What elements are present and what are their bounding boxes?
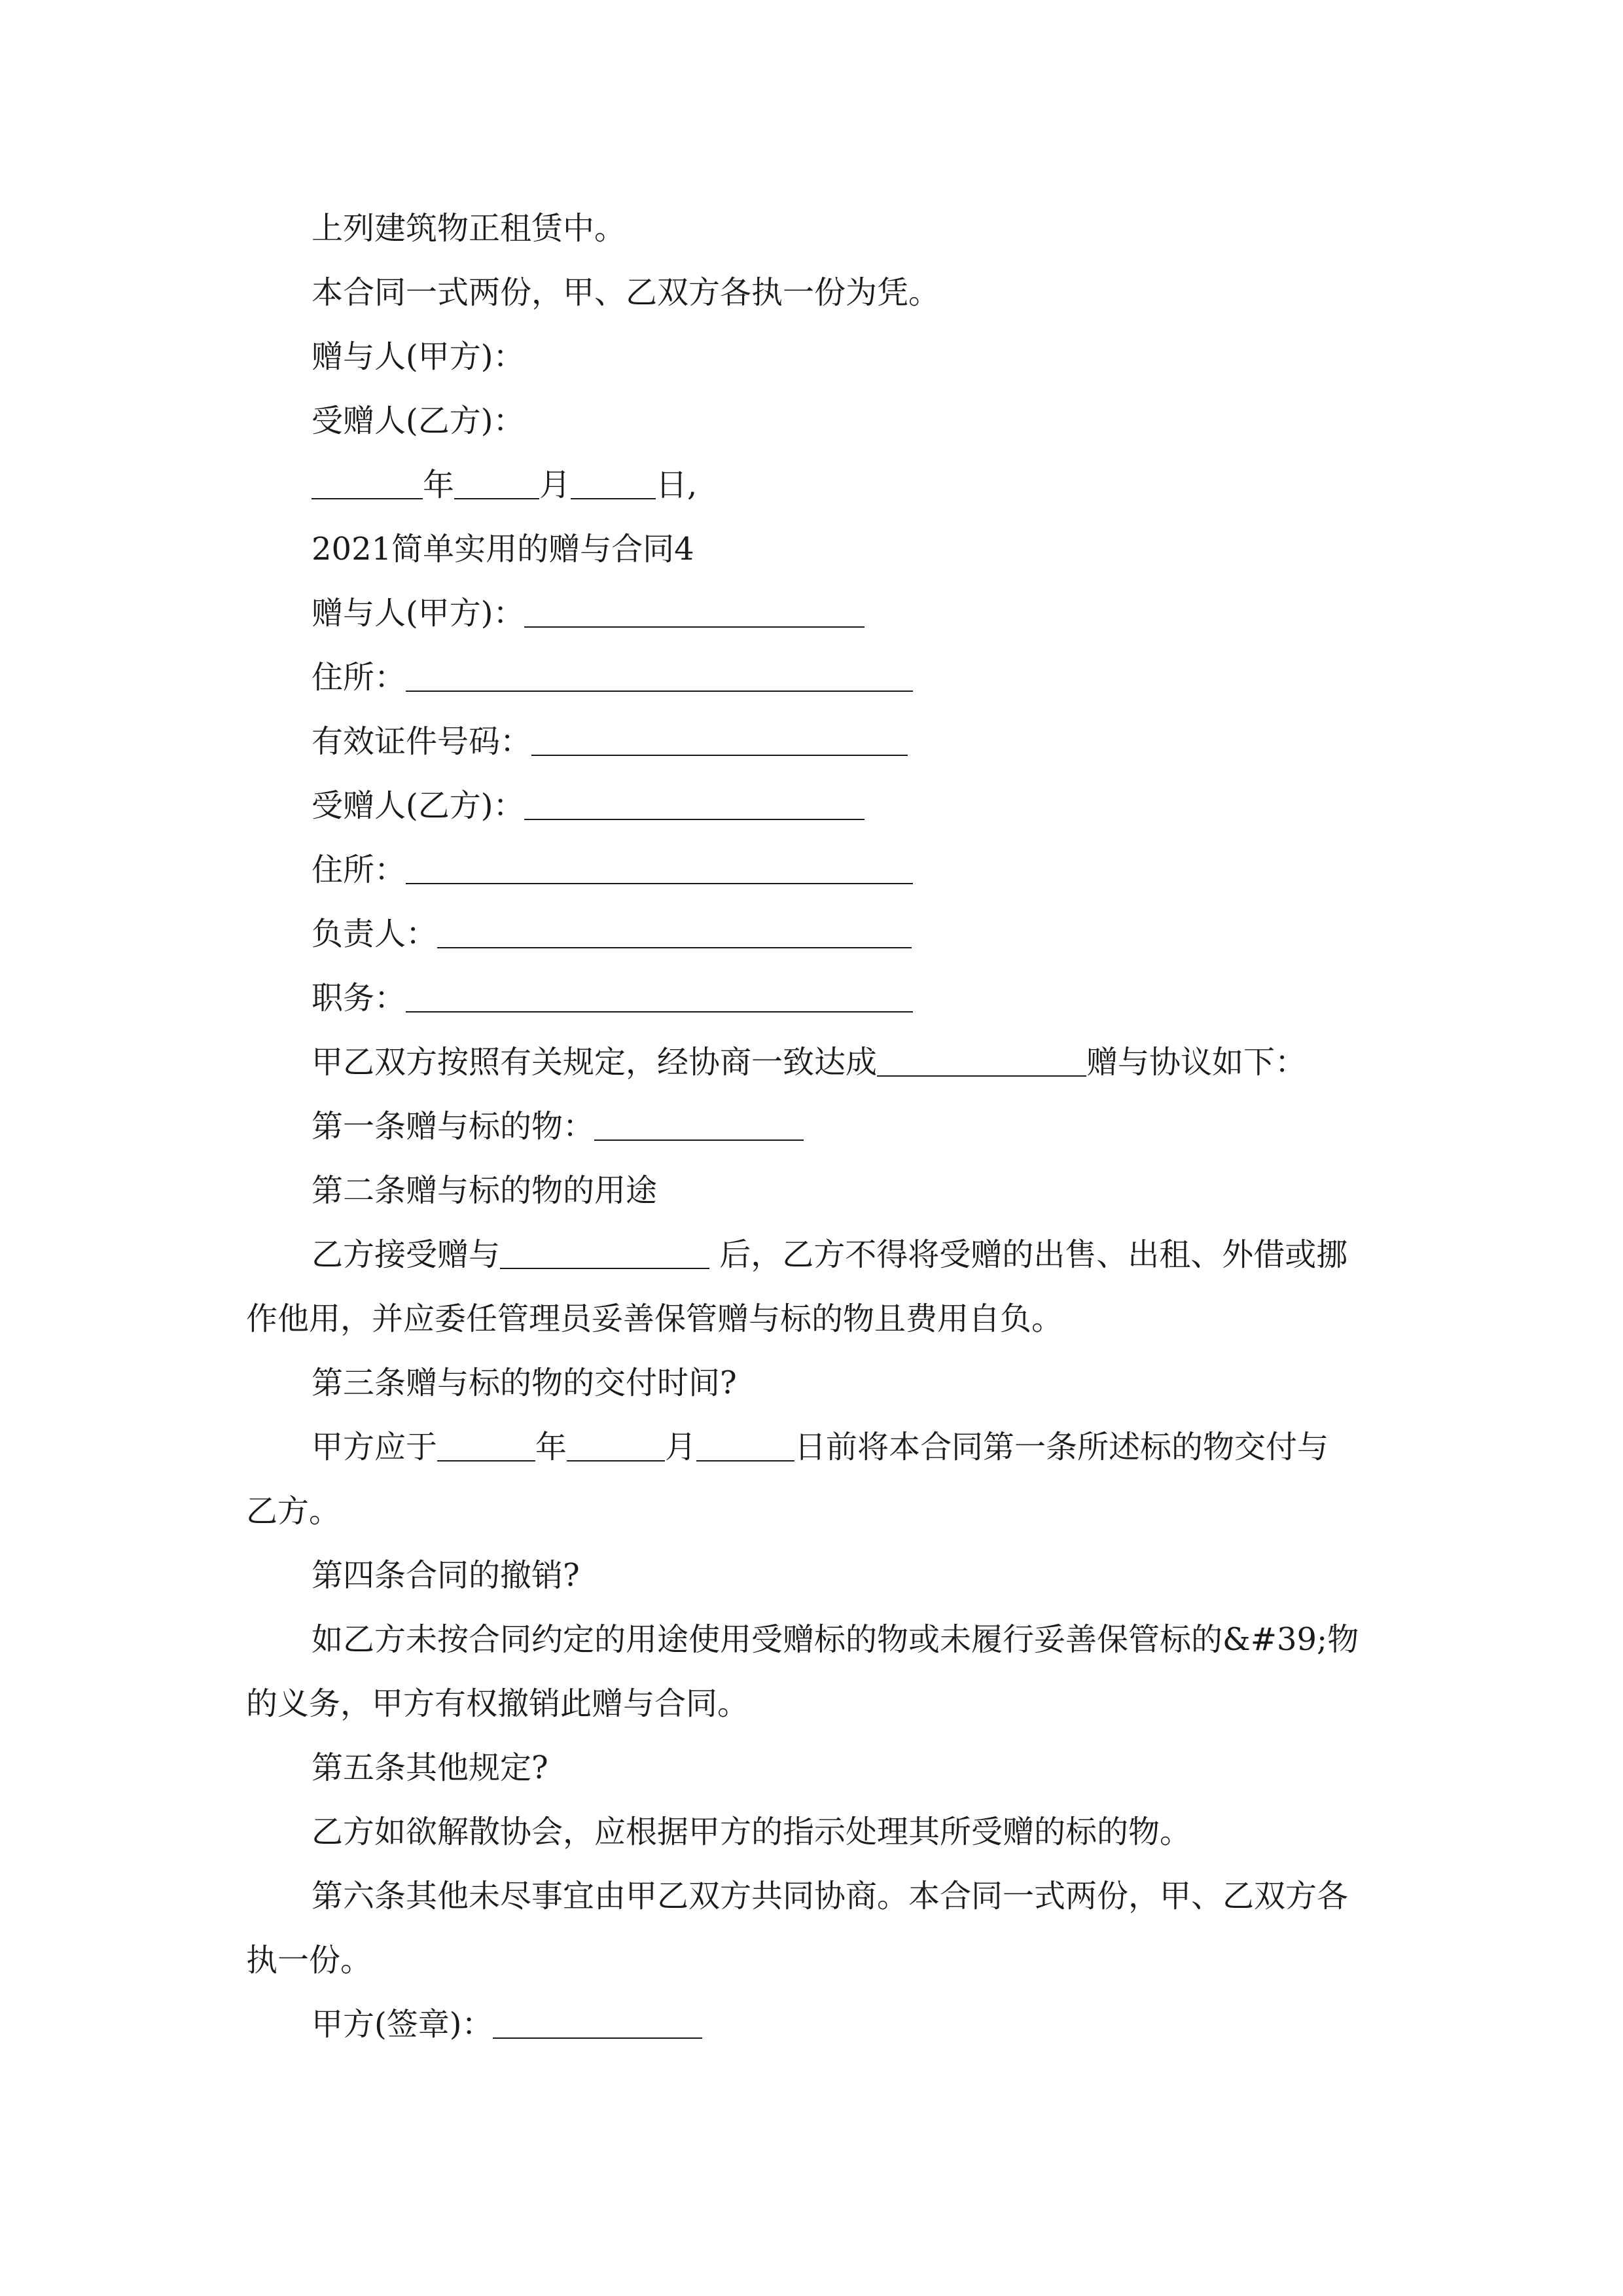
article-6: 第六条其他未尽事宜由甲乙双方共同协商。本合同一式两份，甲、乙双方各: [312, 1878, 1349, 1914]
article-3-after: 日前将本合同第一条所述标的物交付与: [794, 1429, 1329, 1465]
field-donor-address-label: 住所：: [312, 659, 406, 696]
article-3-before: 甲方应于: [312, 1429, 438, 1465]
day-label: 日,: [656, 467, 698, 503]
field-id-number: [246, 709, 1378, 774]
field-donee-blank: [524, 793, 865, 820]
donor-label: 赠与人(甲方)：: [312, 338, 525, 375]
field-donee-address-blank: [406, 857, 913, 884]
field-person-in-charge-label: 负责人：: [312, 916, 438, 952]
field-donor-label: 赠与人(甲方)：: [312, 595, 525, 632]
month-label: 月: [539, 467, 571, 503]
article-2-body-cont: 作他用，并应委任管理员妥善保管赠与标的物且费用自负。: [246, 1300, 1063, 1337]
field-donor-blank: [524, 600, 865, 628]
field-donee: [246, 774, 1378, 838]
field-id-number-label: 有效证件号码：: [312, 723, 532, 760]
section-title: 2021简单实用的赠与合同4: [312, 531, 694, 567]
article-4-body-cont: 的义务，甲方有权撤销此赠与合同。: [246, 1685, 749, 1722]
article-3-year: 年: [535, 1429, 567, 1465]
field-donor-address-blank: [406, 664, 913, 692]
field-person-in-charge: [246, 902, 1378, 966]
article-5-body: 乙方如欲解散协会，应根据甲方的指示处理其所受赠的标的物。: [312, 1814, 1192, 1850]
agreement-blank: [877, 1049, 1086, 1077]
article-5-title: 第五条其他规定?: [312, 1749, 548, 1786]
field-person-in-charge-blank: [437, 921, 912, 948]
article-3-day-blank: [696, 1434, 794, 1462]
paragraph-lease-note: 上列建筑物正租赁中。: [312, 210, 626, 247]
article-1: [246, 1094, 1378, 1158]
signature-line: [246, 1992, 1378, 2056]
article-2-before: 乙方接受赠与: [312, 1236, 501, 1273]
article-4-title: 第四条合同的撤销?: [312, 1557, 580, 1594]
day-blank: [571, 472, 656, 499]
year-blank: [312, 472, 423, 499]
article-3-title: 第三条赠与标的物的交付时间?: [312, 1365, 737, 1401]
agreement-after: 赠与协议如下：: [1086, 1044, 1307, 1081]
article-3-body: [246, 1415, 1378, 1479]
year-label: 年: [423, 467, 455, 503]
field-id-number-blank: [531, 728, 908, 756]
article-4-body: 如乙方未按合同约定的用途使用受赠标的物或未履行妥善保管标的&#39;物: [312, 1621, 1359, 1658]
paragraph-copies: 本合同一式两份，甲、乙双方各执一份为凭。: [312, 274, 940, 311]
field-position: [246, 966, 1378, 1030]
article-3-month-blank: [567, 1434, 665, 1462]
article-3-body-cont: 乙方。: [246, 1493, 341, 1530]
signature-blank: [493, 2011, 702, 2039]
article-2-body: [246, 1223, 1378, 1287]
article-2-title: 第二条赠与标的物的用途: [312, 1172, 658, 1209]
article-1-label: 第一条赠与标的物：: [312, 1108, 595, 1145]
article-3-year-blank: [437, 1434, 535, 1462]
month-blank: [454, 472, 539, 499]
agreement-before: 甲乙双方按照有关规定，经协商一致达成: [312, 1044, 878, 1081]
date-line: [246, 453, 1378, 517]
document-body: [246, 196, 1378, 2056]
field-donor: [246, 581, 1378, 645]
donee-label: 受赠人(乙方)：: [312, 403, 525, 439]
article-6-cont: 执一份。: [246, 1942, 372, 1979]
article-2-after: 后，乙方不得将受赠的出售、出租、外借或挪: [709, 1236, 1348, 1273]
agreement-line: [246, 1030, 1378, 1094]
article-3-month: 月: [665, 1429, 697, 1465]
field-donee-address-label: 住所：: [312, 852, 406, 888]
field-position-blank: [406, 985, 913, 1013]
article-1-blank: [594, 1113, 804, 1141]
signature-label: 甲方(签章)：: [312, 2006, 493, 2043]
field-donor-address: [246, 645, 1378, 709]
article-2-blank: [500, 1242, 709, 1269]
field-donee-label: 受赠人(乙方)：: [312, 787, 525, 824]
field-position-label: 职务：: [312, 980, 406, 1016]
field-donee-address: [246, 838, 1378, 902]
